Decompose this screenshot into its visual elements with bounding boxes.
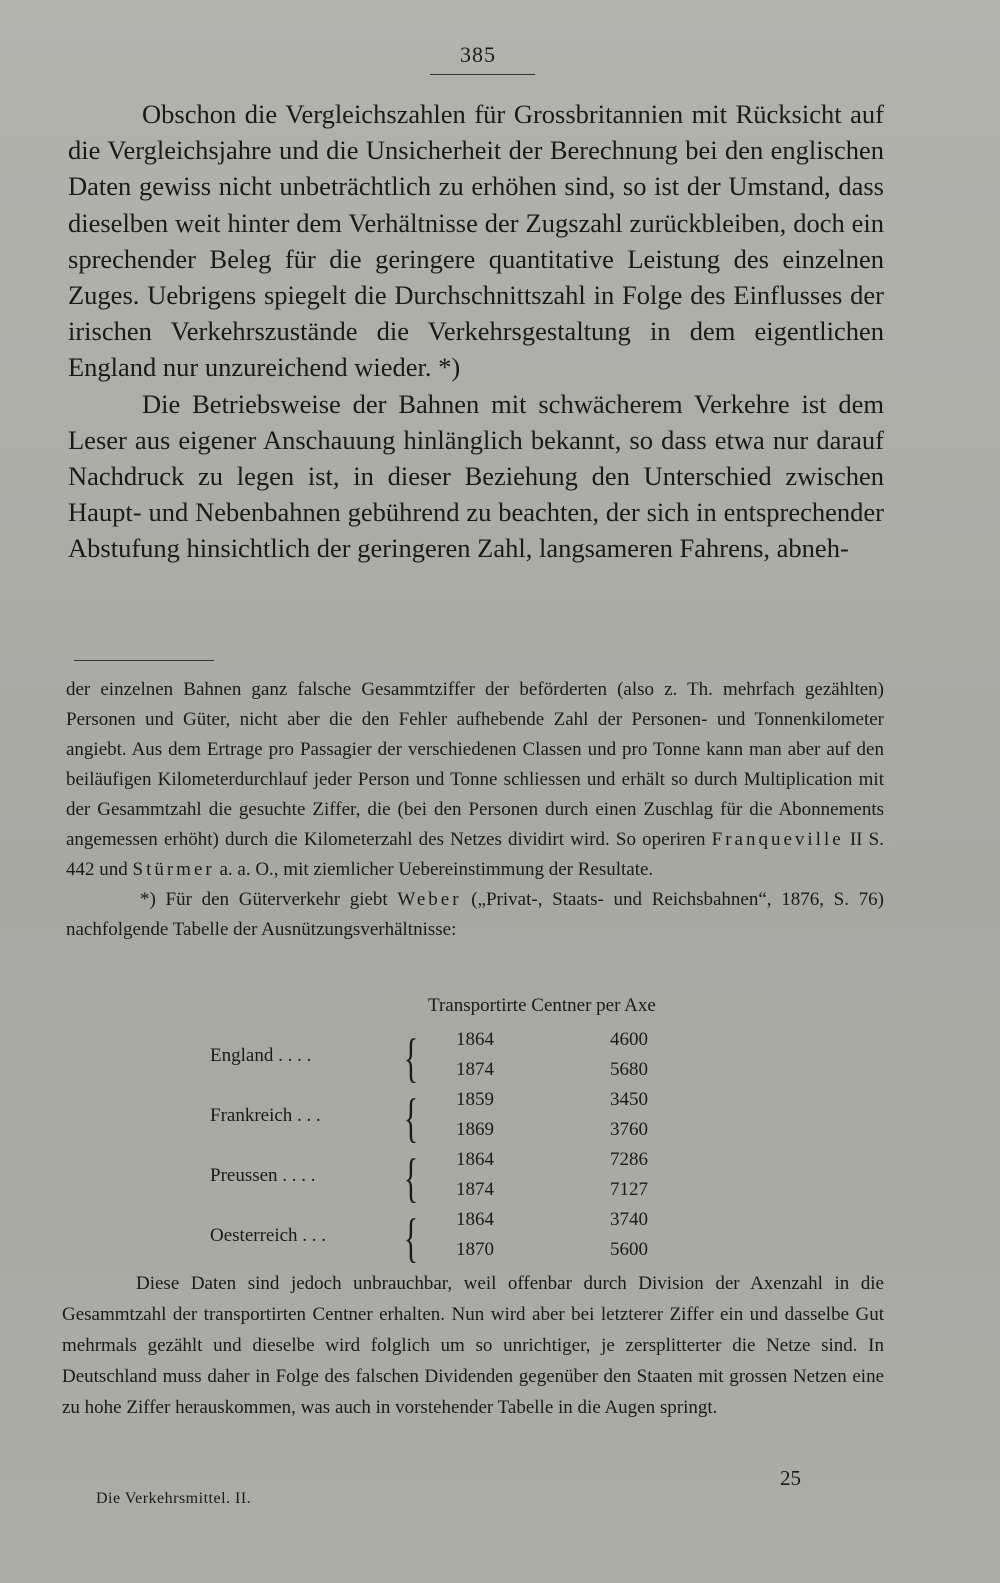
footnote-star-text-b: („Privat-, Staats- und Reichsbahnen“, 1876, S. 76) nachfolgende Tabelle der Ausnützungsverhältnisse: <box>66 889 884 940</box>
country-label: Preussen . . . . <box>210 1165 316 1186</box>
footnote-star-text-a: *) Für den Güterverkehr giebt <box>140 889 398 910</box>
footnote-text-a: der einzelnen Bahnen ganz falsche Gesammtziffer der beförderten (also z. Th. mehrfach gezählten) Personen und Güter, nicht aber die den Fehler aufhebende Zahl der Personen- und Tonnenkilometer angiebt. Aus dem Ertrage pro Passagier der verschiedenen Classen und pro Tonne kann man aber auf den beiläufigen Kilometerdurchlauf jeder Person und Tonne schliessen und erhält so durch Multiplication mit der Gesammtzahl die gesuchte Ziffer, die (bei den Personen durch einen Zuschlag für die Abonnements angemessen erhöht) durch die Kilometerzahl des Netzes dividirt wird. So operiren <box>66 679 884 850</box>
year-cell: 1859 <box>456 1089 494 1110</box>
value-cell: 5600 <box>610 1239 648 1260</box>
author-weber: Weber <box>397 889 462 910</box>
page-number: 385 <box>460 42 496 67</box>
value-cell: 4600 <box>610 1029 648 1050</box>
year-cell: 1864 <box>456 1149 494 1170</box>
signature-line: Die Verkehrsmittel. II. <box>96 1490 252 1507</box>
year-cell: 1874 <box>456 1179 494 1200</box>
year-cell: 1870 <box>456 1239 494 1260</box>
footnotes <box>66 675 884 945</box>
footnote-text-c: a. a. O., mit ziemlicher Uebereinstimmung der Resultate. <box>214 859 654 880</box>
table-row <box>210 1209 720 1269</box>
value-cell: 3740 <box>610 1209 648 1230</box>
table-row <box>210 1089 720 1149</box>
main-text <box>68 96 884 567</box>
year-cell: 1864 <box>456 1029 494 1050</box>
country-label: Oesterreich . . . <box>210 1225 327 1246</box>
table-row <box>210 1029 720 1089</box>
footnote-text-b: II S. 442 und <box>66 829 884 880</box>
table-header: Transportirte Centner per Axe <box>428 995 656 1016</box>
closing-footnote <box>62 1268 884 1423</box>
main-paragraph-1: Obschon die Vergleichszahlen für Grossbritannien mit Rücksicht auf die Vergleichsjahre und die Unsicherheit der Berechnung bei den englischen Daten gewiss nicht unbeträchtlich zu erhöhen sind, so ist der Umstand, dass dieselben weit hinter dem Verhältnisse der Zugszahl zurückbleiben, doch ein sprechender Beleg für die geringere quantitative Leistung des einzelnen Zuges. Uebrigens spiegelt die Durchschnittszahl in Folge des Einflusses der irischen Verkehrszustände die Verkehrsgestaltung in dem eigentlichen England nur unzureichend wieder. *) <box>68 99 884 383</box>
footnote-star <box>66 885 884 945</box>
year-cell: 1864 <box>456 1209 494 1230</box>
value-cell: 7286 <box>610 1149 648 1170</box>
country-label: England . . . . <box>210 1045 312 1066</box>
country-label: Frankreich . . . <box>210 1105 321 1126</box>
year-cell: 1874 <box>456 1059 494 1080</box>
sheet-number: 25 <box>780 1466 801 1490</box>
author-franqueville: Franqueville <box>711 829 844 850</box>
value-cell: 5680 <box>610 1059 648 1080</box>
value-cell: 3760 <box>610 1119 648 1140</box>
brace-icon: { <box>403 1088 419 1148</box>
year-cell: 1869 <box>456 1119 494 1140</box>
closing-paragraph: Diese Daten sind jedoch unbrauchbar, weil offenbar durch Division der Axenzahl in die Gesammtzahl der transportirten Centner erhalten. Nun wird aber bei letzterer Ziffer ein und dasselbe Gut mehrmals gezählt und dieselbe wird folglich um so unrichtiger, je zersplitterter die Netze sind. In Deutschland muss daher in Folge des falschen Dividenden gegenüber den Staaten mit grossen Netzen eine zu hohe Ziffer herauskommen, was auch in vorstehender Tabelle in die Augen springt. <box>62 1273 884 1418</box>
author-stuermer: Stürmer <box>132 859 215 880</box>
footnote-continuation <box>66 675 884 885</box>
table-row <box>210 1149 720 1209</box>
value-cell: 3450 <box>610 1089 648 1110</box>
brace-icon: { <box>403 1148 419 1208</box>
value-cell: 7127 <box>610 1179 648 1200</box>
main-paragraph-2: Die Betriebsweise der Bahnen mit schwächerem Verkehre ist dem Leser aus eigener Anschauung hinlänglich bekannt, so dass etwa nur darauf Nachdruck zu legen ist, in dieser Beziehung den Unterschied zwischen Haupt- und Nebenbahnen gebührend zu beachten, der sich in entsprechender Abstufung hinsichtlich der geringeren Zahl, langsameren Fahrens, abneh- <box>68 388 884 564</box>
brace-icon: { <box>403 1028 419 1088</box>
footnote-separator <box>74 660 214 661</box>
brace-icon: { <box>403 1208 419 1268</box>
page-number-rule <box>430 74 535 75</box>
